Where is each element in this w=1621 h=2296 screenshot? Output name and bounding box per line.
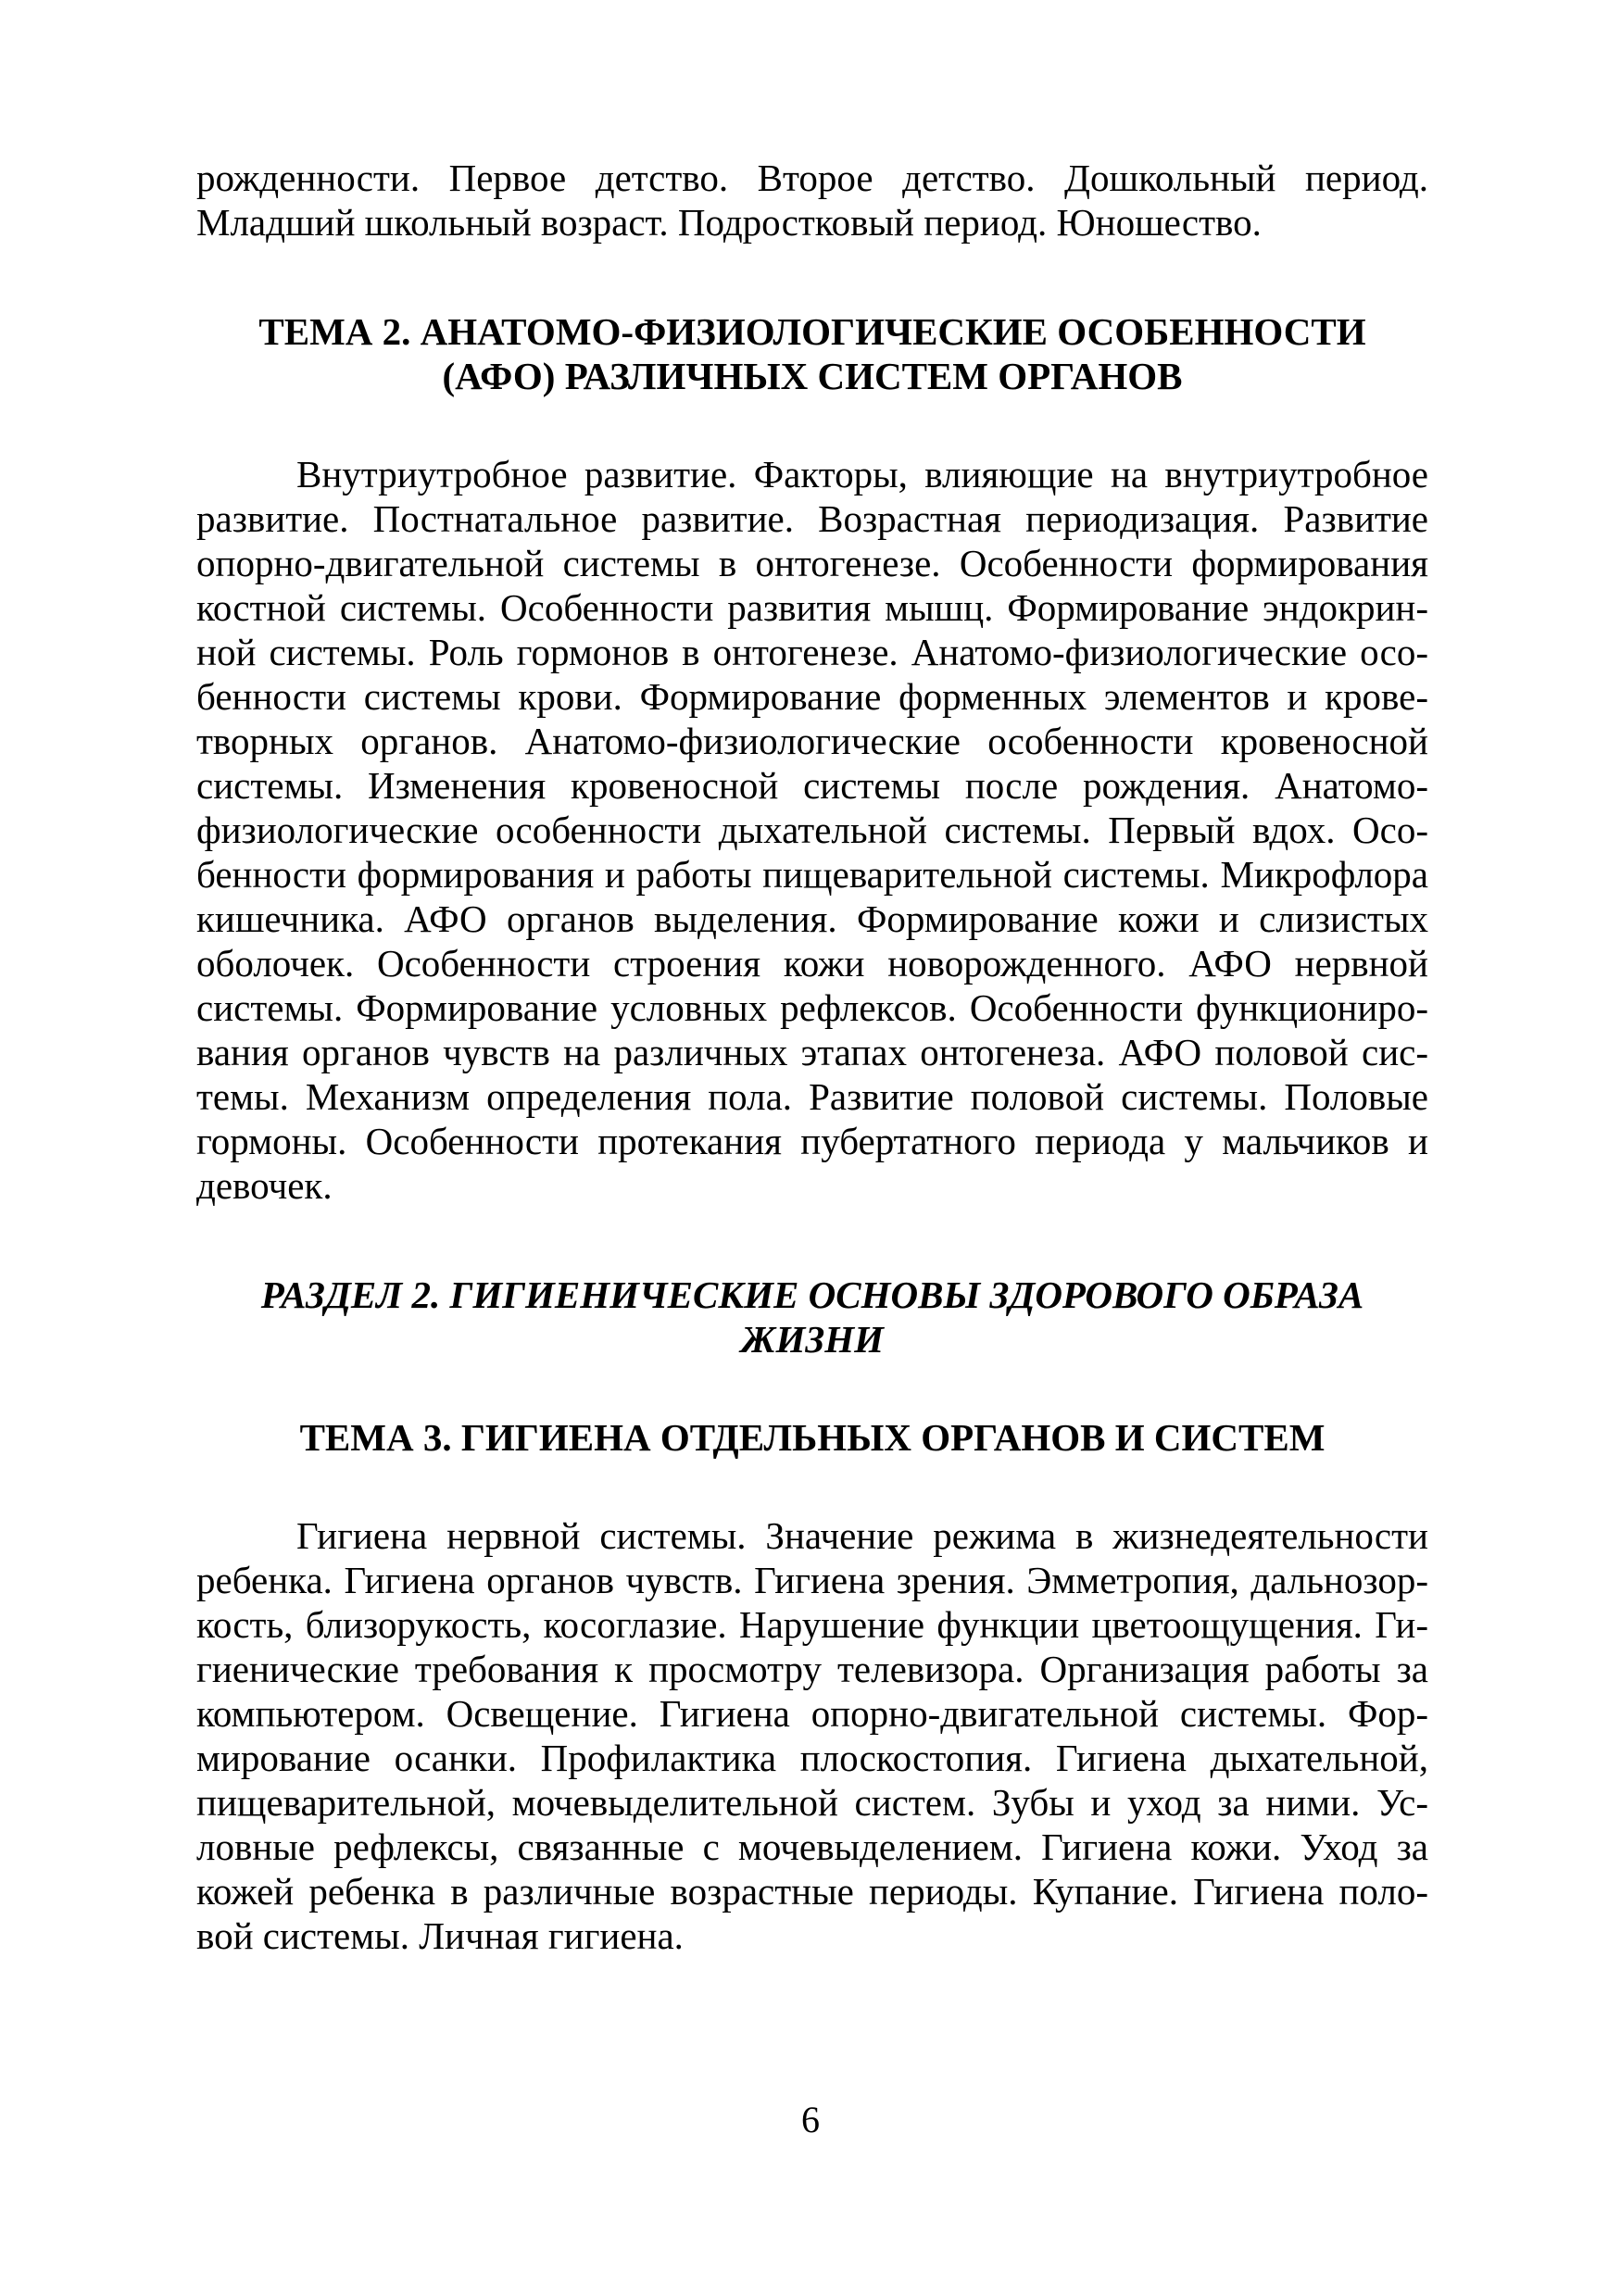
section2-title-line1: РАЗДЕЛ 2. ГИГИЕНИЧЕСКИЕ ОСНОВЫ ЗДОРОВОГО ОБРАЗА <box>260 1273 1364 1316</box>
topic2-title-line1: ТЕМА 2. АНАТОМО-ФИЗИОЛОГИЧЕСКИЕ ОСОБЕННОСТИ <box>258 310 1366 353</box>
topic2-title-line2: (АФО) РАЗЛИЧНЫХ СИСТЕМ ОРГАНОВ <box>442 355 1183 397</box>
topic3-title: ТЕМА 3. ГИГИЕНА ОТДЕЛЬНЫХ ОРГАНОВ И СИСТЕМ <box>299 1416 1326 1459</box>
document-page <box>196 156 1428 1958</box>
topic2-body: Внутриутробное развитие. Факторы, влияющие на внутриутробное развитие. Постнатальное развитие. Возрастная периодизация. Развитие опорно-двигательной системы в онтогенезе. Особенности формирования костной системы. Особенности развития мышц. Формирование эндокринной системы. Роль гормонов в онтогенезе. Анатомо-физиологические особенности системы крови. Формирование форменных элементов и кроветворных органов. Анатомо-физиологические особенности кровеносной системы. Изменения кровеносной системы после рождения. Анатомо-физиологические особенности дыхательной системы. Первый вдох. Особенности формирования и работы пищеварительной системы. Микрофлора кишечника. АФО органов выделения. Формирование кожи и слизистых оболочек. Особенности строения кожи новорожденного. АФО нервной системы. Формирование условных рефлексов. Особенности функционирования органов чувств на различных этапах онтогенеза. АФО половой системы. Механизм определения пола. Развитие половой системы. Половые гормоны. Особенности протекания пубертатного периода у мальчиков и девочек. <box>196 453 1428 1207</box>
section2-heading <box>196 1273 1428 1361</box>
intro-paragraph: рожденности. Первое детство. Второе детство. Дошкольный период. Младший школьный возраст. Подростковый период. Юношество. <box>196 157 1428 244</box>
section2-title-line2: ЖИЗНИ <box>740 1318 885 1361</box>
topic2-heading <box>196 309 1428 398</box>
topic3-body: Гигиена нервной системы. Значение режима в жизнедеятельности ребенка. Гигиена органов чувств. Гигиена зрения. Эмметропия, дальнозоркость, близорукость, косоглазие. Нарушение функции цветоощущения. Гигиенические требования к просмотру телевизора. Организация работы за компьютером. Освещение. Гигиена опорно-двигательной системы. Формирование осанки. Профилактика плоскостопия. Гигиена дыхательной, пищеварительной, мочевыделительной систем. Зубы и уход за ними. Условные рефлексы, связанные с мочевыделением. Гигиена кожи. Уход за кожей ребенка в различные возрастные периоды. Купание. Гигиена половой системы. Личная гигиена. <box>196 1514 1428 1957</box>
page-number: 6 <box>801 2099 820 2140</box>
